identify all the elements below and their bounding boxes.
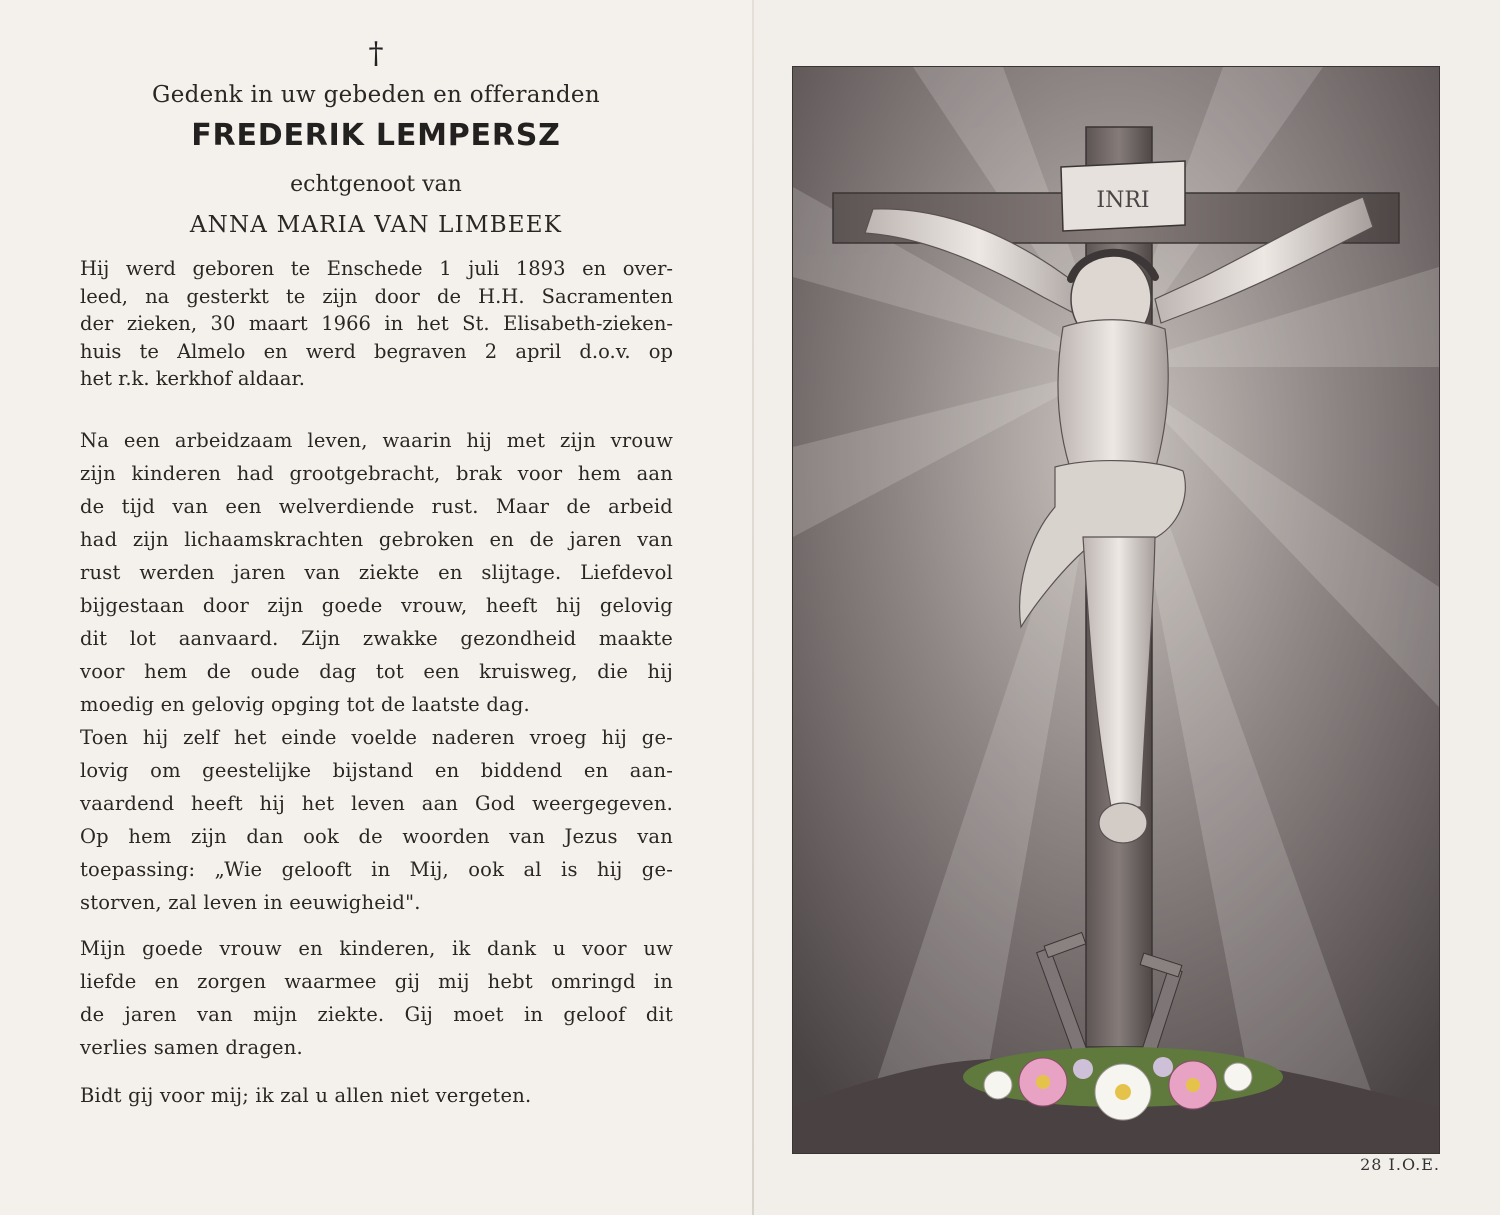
- text-line: huis te Almelo en werd begraven 2 april d.o.v. op: [80, 339, 673, 363]
- feet: [1099, 803, 1147, 843]
- text-line: rust werden jaren van ziekte en slijtage. Liefdevol: [80, 561, 673, 584]
- text-line: vaardend heeft hij het leven aan God weergegeven.: [80, 792, 673, 815]
- crucifix-svg: [793, 67, 1439, 1153]
- paragraph-life: [80, 424, 673, 919]
- text-line: toepassing: „Wie gelooft in Mij, ook al is hij ge-: [80, 858, 673, 881]
- torso: [1058, 320, 1168, 477]
- text-line: verlies samen dragen.: [80, 1036, 303, 1059]
- text-line: het r.k. kerkhof aldaar.: [80, 367, 305, 390]
- text-line: Bidt gij voor mij; ik zal u allen niet vergeten.: [80, 1084, 532, 1107]
- text-line: storven, zal leven in eeuwigheid".: [80, 891, 421, 914]
- paragraph-birth-death: [80, 255, 673, 393]
- text-line: lovig om geestelijke bijstand en biddend en aan-: [80, 759, 673, 782]
- text-line: der zieken, 30 maart 1966 in het St. Elisabeth-zieken-: [80, 312, 673, 335]
- relation-text: echtgenoot van: [290, 172, 462, 197]
- crucifix-illustration: [792, 66, 1440, 1154]
- text-line: leed, na gesterkt te zijn door de H.H. Sacramenten: [80, 284, 673, 308]
- text-line: zijn kinderen had grootgebracht, brak voor hem aan: [80, 462, 673, 485]
- text-line: liefde en zorgen waarmee gij mij hebt omringd in: [80, 970, 673, 993]
- cross-icon: †: [368, 36, 384, 71]
- text-line: bijgestaan door zijn goede vrouw, heeft hij gelovig: [80, 594, 673, 617]
- text-line: voor hem de oude dag tot een kruisweg, die hij: [80, 660, 673, 683]
- intro-text: Gedenk in uw gebeden en offeranden: [152, 82, 600, 108]
- closing-prayer: [80, 1079, 673, 1112]
- text-line: Hij werd geboren te Enschede 1 juli 1893 en over-: [80, 257, 673, 280]
- text-line: dit lot aanvaard. Zijn zwakke gezondheid maakte: [80, 627, 673, 650]
- text-line: moedig en gelovig opging tot de laatste dag.: [80, 693, 530, 716]
- text-line: Toen hij zelf het einde voelde naderen vroeg hij ge-: [80, 726, 673, 749]
- text-line: Mijn goede vrouw en kinderen, ik dank u voor uw: [80, 937, 673, 960]
- text-line: de tijd van een welverdiende rust. Maar de arbeid: [80, 495, 673, 518]
- print-code: 28 I.O.E.: [1360, 1155, 1440, 1174]
- deceased-name: FREDERIK LEMPERSZ: [191, 118, 561, 153]
- text-line: Op hem zijn dan ook de woorden van Jezus van: [80, 825, 673, 848]
- spouse-name: ANNA MARIA VAN LIMBEEK: [189, 212, 563, 238]
- inscription-text: INRI: [1096, 188, 1150, 213]
- text-line: had zijn lichaamskrachten gebroken en de jaren van: [80, 528, 673, 551]
- text-line: Na een arbeidzaam leven, waarin hij met zijn vrouw: [80, 429, 673, 452]
- text-line: de jaren van mijn ziekte. Gij moet in geloof dit: [80, 1003, 673, 1026]
- paragraph-farewell: [80, 932, 673, 1064]
